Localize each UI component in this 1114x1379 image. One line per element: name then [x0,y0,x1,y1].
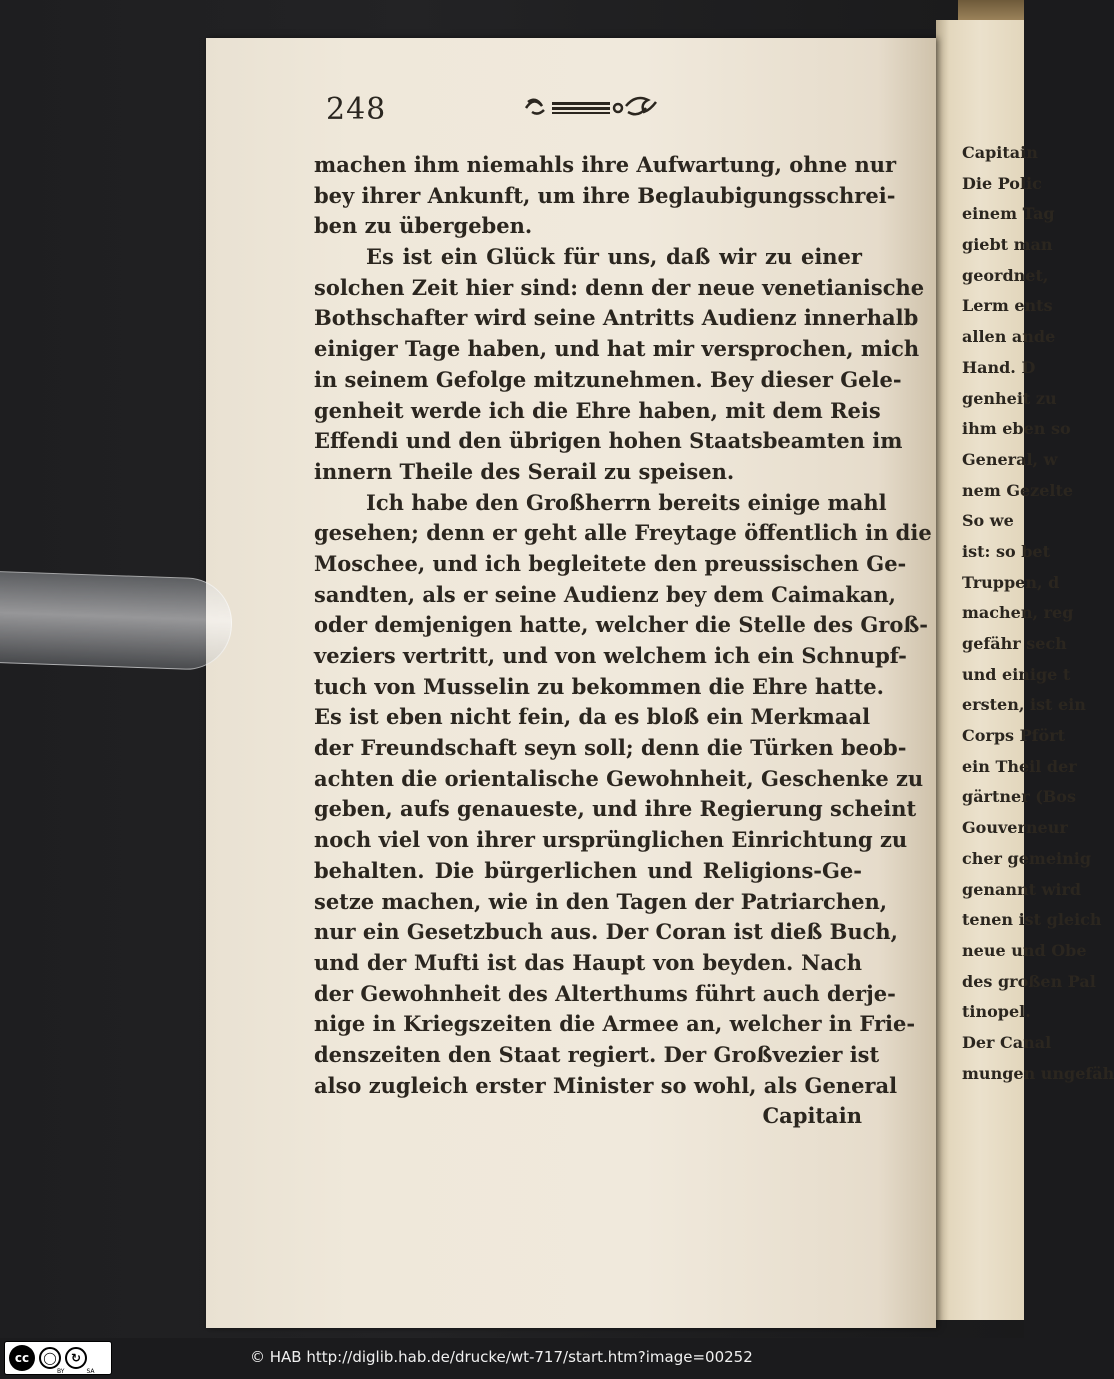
right-page-line: nem Gezelte [962,480,1074,500]
right-page-line: gefähr sech [962,634,1067,653]
text-line: geben, aufs genaueste, und ihre Regierung scheint [314,796,917,822]
right-page-text [962,138,1114,1089]
text-line: denszeiten den Staat regiert. Der Großvezier ist [314,1041,880,1067]
right-page-line: genannt wird [962,879,1082,899]
text-line: tuch von Musselin zu bekommen die Ehre hatte. [314,673,884,699]
right-page-line: ersten, ist ein [962,695,1086,715]
cc-icon: cc [9,1345,35,1371]
right-page-line: Lerm ents [962,296,1053,316]
catchword: Capitain [762,1103,862,1129]
text-line: Es ist ein Glück für uns, daß wir zu einer [366,244,862,270]
text-line: der Gewohnheit des Alterthums führt auch derje- [314,980,896,1006]
right-page-line: Corps Pfört [962,726,1066,746]
right-page-line: des großen Pal [962,971,1096,991]
text-line: nige in Kriegszeiten die Armee an, welcher in Frie- [314,1011,916,1037]
right-page-line: Die Polic [962,173,1042,193]
text-line: Moschee, und ich begleitete den preussischen Ge- [314,550,907,576]
right-page-line: und einige t [962,664,1071,684]
right-page-line: geordnet, [962,265,1049,285]
text-line: gesehen; denn er geht alle Freytage öffentlich in die [314,520,932,546]
license-by-label: BY [57,1368,65,1375]
text-line: ben zu übergeben. [314,213,533,239]
right-page-line: tenen ist gleich [962,910,1102,930]
by-attribution-icon: ◯ [39,1347,61,1369]
right-page-line: machen, reg [962,603,1074,623]
text-line: in seinem Gefolge mitzunehmen. Bey dieser Gele- [314,366,902,392]
right-page-line: mungen ungefäh [962,1063,1114,1083]
text-line: nur ein Gesetzbuch aus. Der Coran ist dieß Buch, [314,919,898,945]
text-line: setze machen, wie in den Tagen der Patriarchen, [314,888,888,914]
text-line: Effendi und den übrigen hohen Staatsbeamten im [314,428,903,454]
right-page-line: cher gemeinig [962,848,1092,868]
text-line: behalten. Die bürgerlichen und Religions-Ge- [314,857,862,883]
license-labels [57,1368,94,1375]
page-text-block [314,150,932,1132]
right-page-line: giebt man [962,235,1053,255]
text-line: Ich habe den Großherrn bereits einige mahl [366,489,887,515]
right-page-line: General, w [962,449,1058,469]
license-sa-label: SA [86,1368,95,1375]
right-page-line: Gouverneur [962,818,1068,838]
right-page-line: gärtner (Bos [962,787,1076,807]
page-clip [0,571,234,671]
ornament-icon [522,94,662,120]
page-number: 248 [326,92,387,127]
right-page-line: neue und Obe [962,940,1087,960]
text-line: oder demjenigen hatte, welcher die Stelle des Groß- [314,612,929,638]
right-page-line: Truppen, d [962,572,1060,592]
text-line: Bothschafter wird seine Antritts Audienz innerhalb [314,305,919,331]
text-line: machen ihm niemahls ihre Aufwartung, ohne nur [314,152,897,177]
right-page-line: allen ande [962,327,1056,347]
right-page-line: ein Theil der [962,756,1077,776]
right-page-line: genheit zu [962,388,1057,408]
right-page-line: ist: so bet [962,541,1050,561]
right-page-line: So we [962,511,1014,531]
cc-license-badge[interactable] [4,1341,112,1375]
right-page-line: einem Tag [962,204,1055,224]
right-page-line: tinopel. [962,1002,1031,1022]
text-line: veziers vertritt, und von welchem ich ein Schnupf- [314,643,907,668]
text-line: Es ist eben nicht fein, da es bloß ein Merkmaal [314,704,871,730]
text-line: bey ihrer Ankunft, um ihre Beglaubigungsschrei- [314,182,896,208]
text-line: achten die orientalische Gewohnheit, Geschenke zu [314,765,924,791]
text-line: noch viel von ihrer ursprünglichen Einrichtung zu [314,827,908,853]
text-line: genheit werde ich die Ehre haben, mit dem Reis [314,397,881,423]
copyright-link[interactable]: © HAB http://diglib.hab.de/drucke/wt-717/start.htm?image=00252 [250,1348,753,1366]
right-page-line: Hand. D [962,357,1036,377]
text-line: sandten, als er seine Audienz bey dem Caimakan, [314,581,896,607]
text-line: innern Theile des Serail zu speisen. [314,458,735,484]
right-page-line: Capitain [962,143,1038,162]
right-page-line: ihm eben so [962,419,1071,439]
text-line: und der Mufti ist das Haupt von beyden. Nach [314,949,862,975]
sa-share-alike-icon: ↻ [65,1347,87,1369]
right-page-line: Der Canal [962,1032,1052,1052]
text-line: einiger Tage haben, und hat mir versprochen, mich [314,336,920,362]
text-line: also zugleich erster Minister so wohl, als General [314,1072,898,1098]
text-line: der Freundschaft seyn soll; denn die Türken beob- [314,735,907,761]
text-line: solchen Zeit hier sind: denn der neue venetianische [314,274,925,300]
